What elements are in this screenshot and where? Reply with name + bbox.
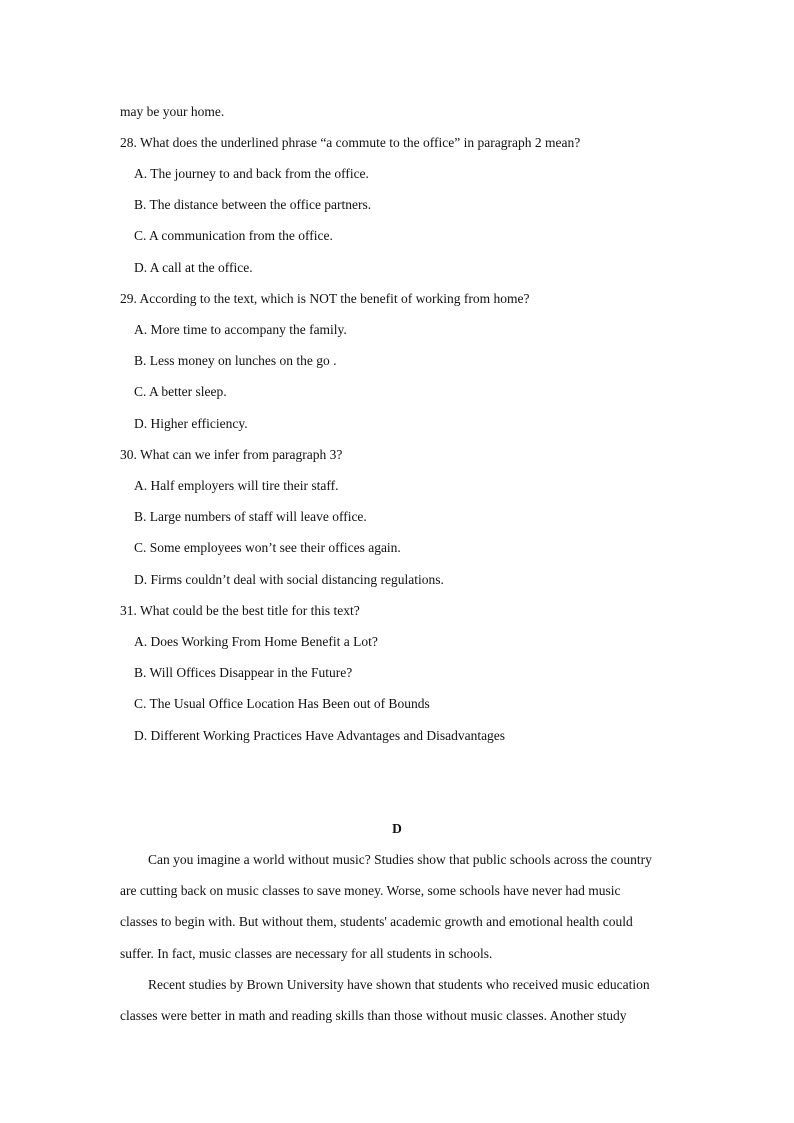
question-29-option-c: C. A better sleep.: [134, 384, 227, 399]
question-28-option-d: D. A call at the office.: [134, 260, 253, 275]
question-28-stem: 28. What does the underlined phrase “a commute to the office” in paragraph 2 mean?: [120, 135, 581, 150]
question-30-option-b: B. Large numbers of staff will leave office.: [134, 509, 367, 524]
question-31-stem: 31. What could be the best title for this text?: [120, 603, 360, 618]
passage-p1-line-4: suffer. In fact, music classes are necessary for all students in schools.: [120, 946, 493, 961]
passage-p1-line-3: classes to begin with. But without them, students' academic growth and emotional health could: [120, 914, 633, 929]
question-30-option-d: D. Firms couldn’t deal with social distancing regulations.: [134, 572, 444, 587]
question-31-option-b: B. Will Offices Disappear in the Future?: [134, 665, 353, 680]
question-29-option-b: B. Less money on lunches on the go .: [134, 353, 337, 368]
section-heading: D: [392, 821, 402, 836]
passage-p1-line-2: are cutting back on music classes to save money. Worse, some schools have never had music: [120, 883, 621, 898]
question-28-option-a: A. The journey to and back from the office.: [134, 166, 369, 181]
question-30-stem: 30. What can we infer from paragraph 3?: [120, 447, 343, 462]
passage-p2-line-1: Recent studies by Brown University have shown that students who received music education: [148, 977, 650, 992]
question-30-option-c: C. Some employees won’t see their offices again.: [134, 540, 401, 555]
passage-p2-line-2: classes were better in math and reading skills than those without music classes. Another study: [120, 1008, 627, 1023]
question-29-option-d: D. Higher efficiency.: [134, 416, 248, 431]
question-29-option-a: A. More time to accompany the family.: [134, 322, 347, 337]
question-31-option-c: C. The Usual Office Location Has Been out of Bounds: [134, 696, 430, 711]
question-28-option-c: C. A communication from the office.: [134, 228, 333, 243]
question-29-stem: 29. According to the text, which is NOT the benefit of working from home?: [120, 291, 530, 306]
question-31-option-d: D. Different Working Practices Have Advantages and Disadvantages: [134, 728, 506, 743]
passage-p1-line-1: Can you imagine a world without music? Studies show that public schools across the country: [148, 852, 652, 867]
question-30-option-a: A. Half employers will tire their staff.: [134, 478, 339, 493]
question-28-option-b: B. The distance between the office partners.: [134, 197, 372, 212]
question-31-option-a: A. Does Working From Home Benefit a Lot?: [134, 634, 378, 649]
intro-line: may be your home.: [120, 104, 225, 119]
